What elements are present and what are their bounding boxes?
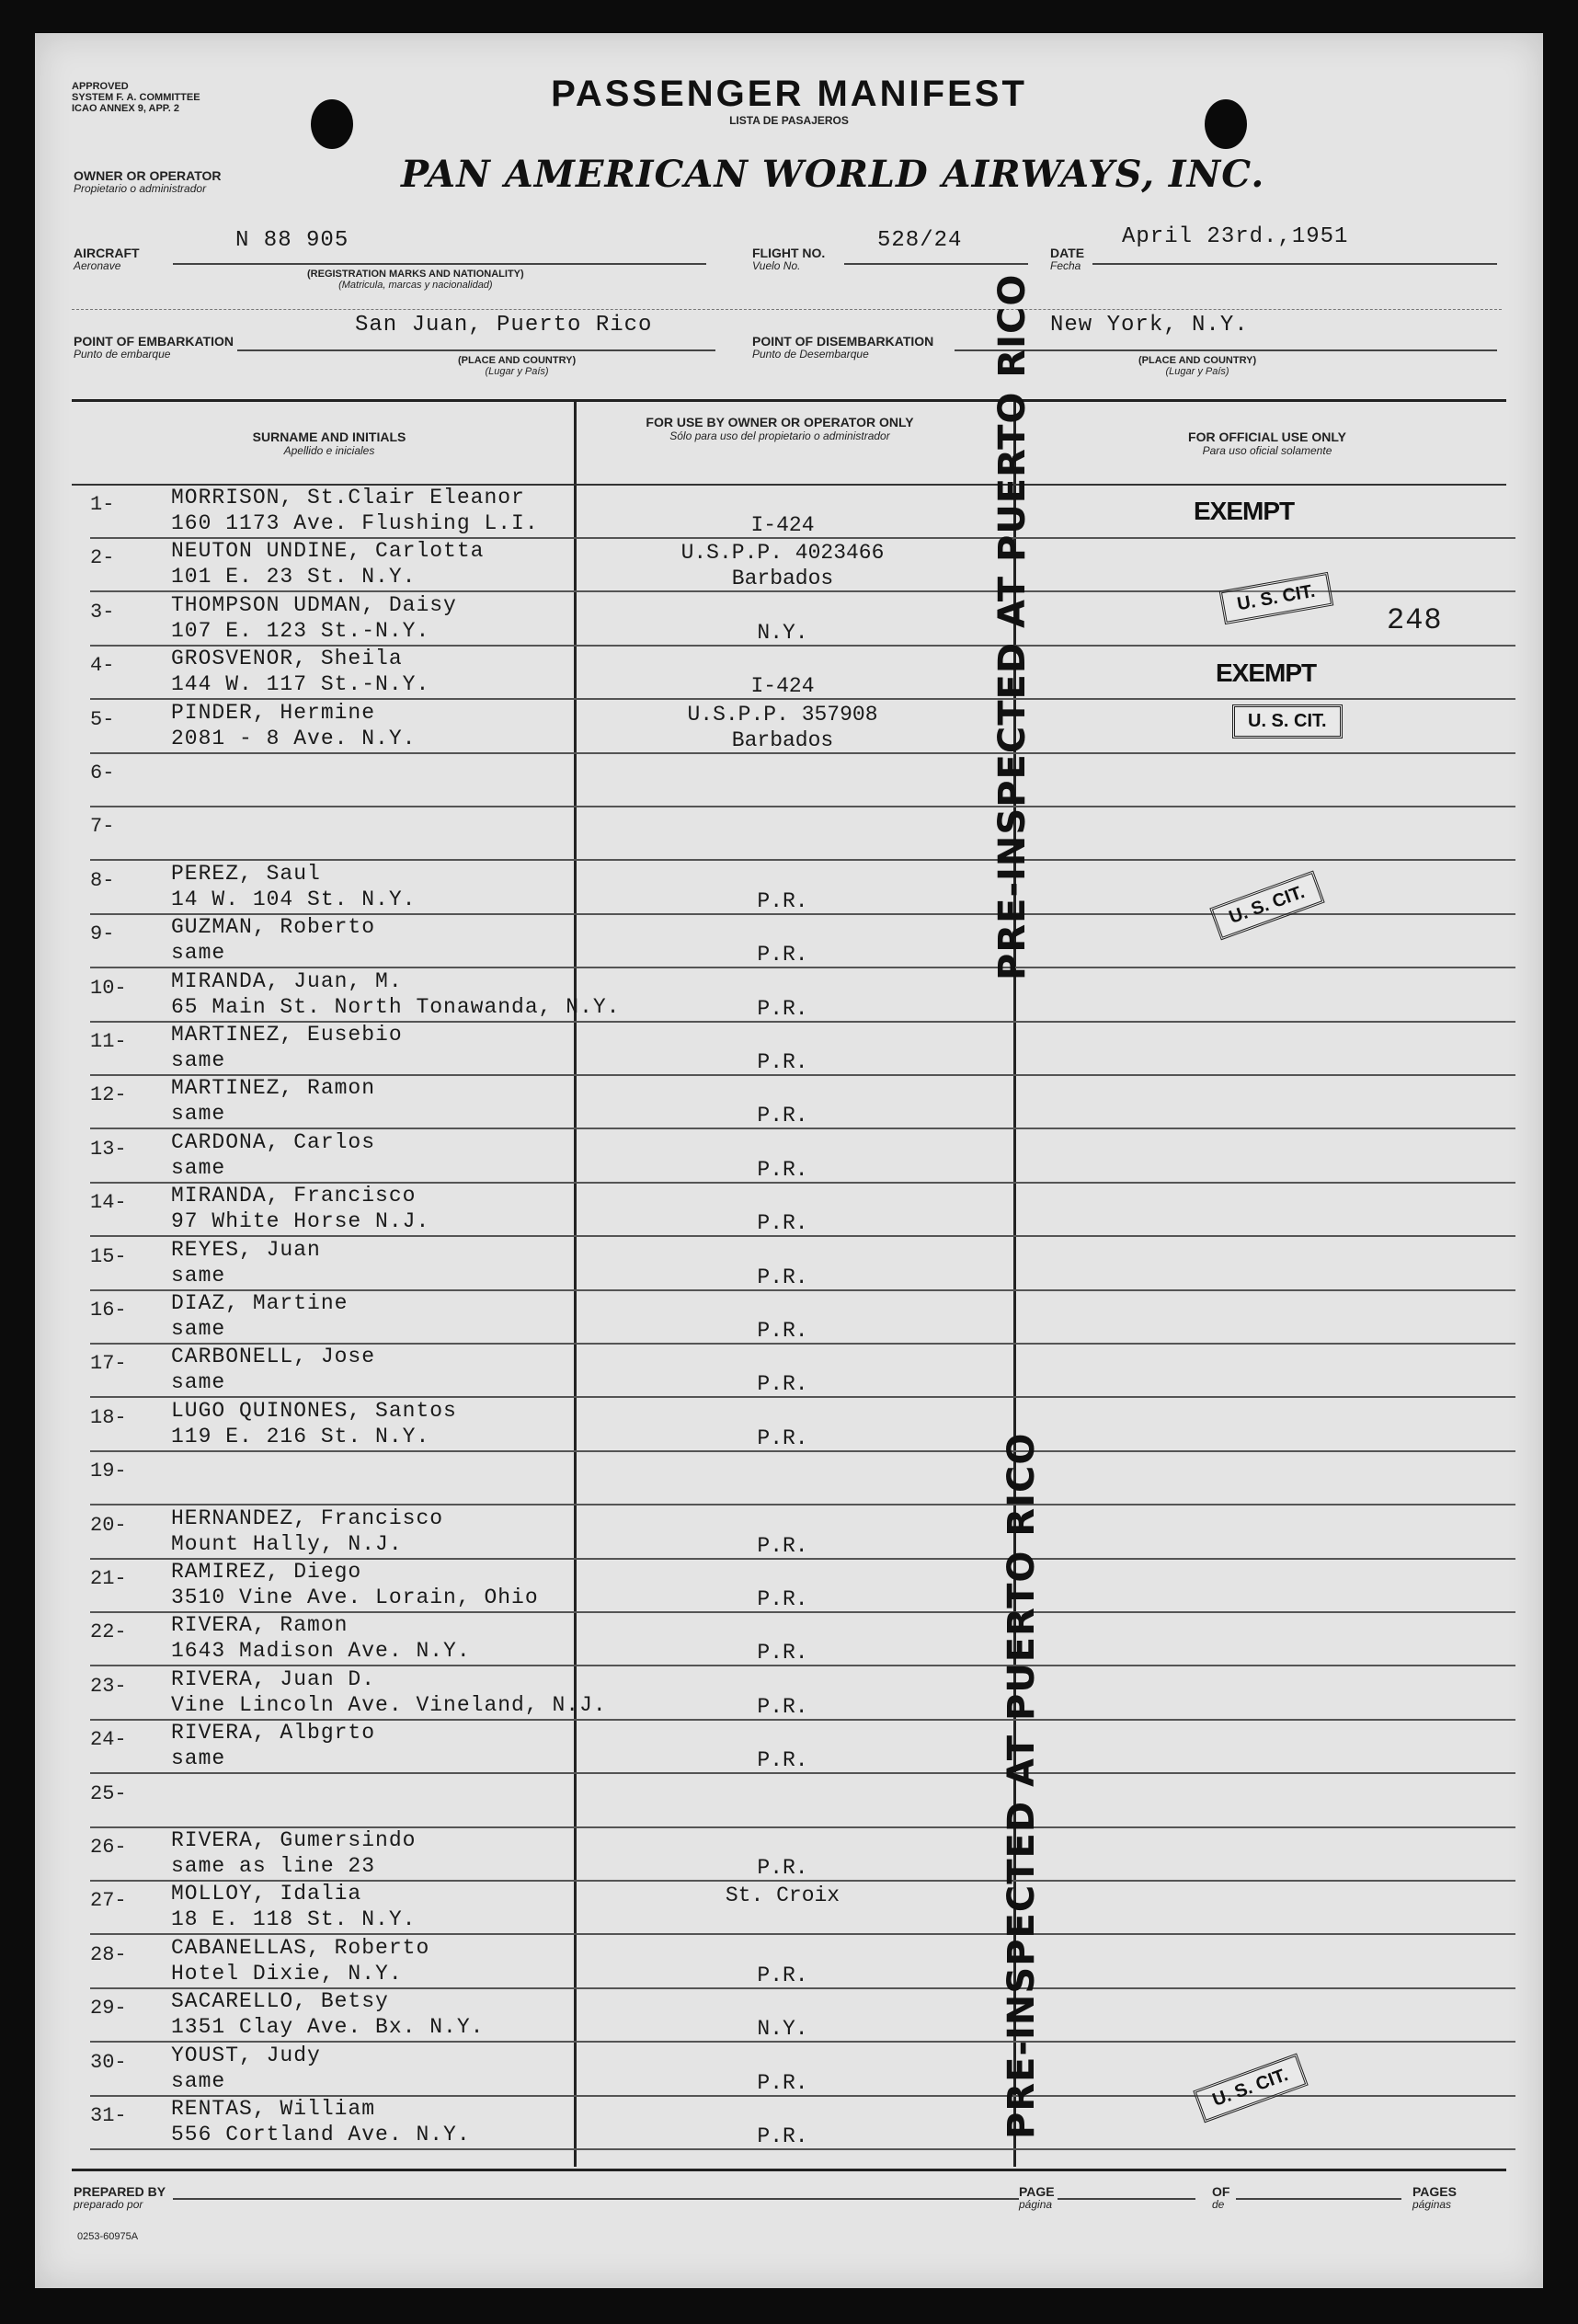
operator-note-2: P.R. (757, 2070, 808, 2095)
row-number: 3- (90, 600, 115, 624)
passenger-row (90, 2097, 1506, 2150)
passenger-row (90, 1775, 1506, 1828)
passenger-name: PINDER, Hermine (171, 700, 376, 725)
col-operator-header: FOR USE BY OWNER OR OPERATOR ONLY Sólo para uso del propietario o administrador (646, 415, 914, 442)
operator-note-2: P.R. (757, 1157, 808, 1182)
row-number: 6- (90, 761, 115, 784)
passenger-row (90, 1291, 1506, 1345)
passenger-address: 2081 - 8 Ave. N.Y. (171, 726, 417, 750)
passenger-address: same (171, 1102, 226, 1127)
exempt-stamp-1: EXEMPT (1194, 497, 1295, 525)
operator-note-2: P.R. (757, 996, 808, 1021)
flight-underline (844, 263, 1028, 265)
of-underline (1236, 2198, 1401, 2200)
row-number: 28- (90, 1942, 127, 1966)
us-cit-stamp-2: U. S. CIT. (1232, 704, 1343, 738)
row-rule (90, 2148, 1515, 2150)
operator-note-2: I-424 (750, 674, 815, 699)
preinspected-stamp-top: PRE-INSPECTED AT PUERTO RICO (991, 273, 1034, 980)
passenger-row (90, 969, 1506, 1023)
preinspected-stamp-bottom: PRE-INSPECTED AT PUERTO RICO (1001, 1432, 1043, 2139)
operator-note-2: P.R. (757, 1694, 808, 1719)
passenger-name: GUZMAN, Roberto (171, 915, 376, 940)
passenger-row (90, 1238, 1506, 1291)
us-cit-stamp-4: U. S. CIT. (1193, 2054, 1308, 2124)
operator-note-2: P.R. (757, 2124, 808, 2148)
row-number: 26- (90, 1836, 127, 1859)
row-number: 4- (90, 654, 115, 678)
passenger-name: NEUTON UNDINE, Carlotta (171, 539, 485, 564)
form-number: 0253-60975A (77, 2231, 139, 2242)
passenger-name: MIRANDA, Francisco (171, 1184, 417, 1208)
page-label: PAGE página (1019, 2184, 1055, 2211)
operator-note-1: U.S.P.P. 4023466 (680, 541, 885, 566)
row-number: 18- (90, 1405, 127, 1429)
passenger-address: same (171, 1048, 226, 1072)
aircraft-underline (173, 263, 706, 265)
form-subtitle: LISTA DE PASAJEROS (729, 114, 849, 127)
passenger-name: RIVERA, Albgrto (171, 1721, 376, 1746)
operator-note-2: N.Y. (757, 2017, 808, 2042)
aircraft-label: AIRCRAFT Aeronave (74, 246, 140, 272)
operator-note-2: Barbados (731, 727, 834, 752)
aircraft-value: N 88 905 (235, 228, 349, 253)
row-number: 10- (90, 976, 127, 1000)
row-number: 1- (90, 493, 115, 516)
table-top-rule (72, 399, 1506, 402)
passenger-row (90, 807, 1506, 861)
passenger-name: RENTAS, William (171, 2097, 376, 2121)
operator-note-2: P.R. (757, 1641, 808, 1666)
passenger-address: same (171, 1746, 226, 1771)
passenger-name: GROSVENOR, Sheila (171, 647, 403, 671)
page-number-stamp: 248 (1387, 603, 1443, 637)
row-number: 24- (90, 1728, 127, 1752)
prepared-by-label: PREPARED BY preparado por (74, 2184, 166, 2211)
passenger-row (90, 1667, 1506, 1721)
row-number: 22- (90, 1620, 127, 1644)
operator-note-2: P.R. (757, 1211, 808, 1236)
passenger-address: 1351 Clay Ave. Bx. N.Y. (171, 2015, 485, 2040)
passenger-address: 1643 Madison Ave. N.Y. (171, 1639, 471, 1664)
disembark-label: POINT OF DISEMBARKATION Punto de Desembarque (752, 334, 934, 361)
passenger-address: same (171, 1317, 226, 1341)
passenger-address: 97 White Horse N.J. (171, 1209, 430, 1234)
passenger-row (90, 1828, 1506, 1882)
row-number: 8- (90, 868, 115, 892)
date-label: DATE Fecha (1050, 246, 1085, 272)
passenger-name: SACARELLO, Betsy (171, 1989, 389, 2014)
passenger-address: 556 Cortland Ave. N.Y. (171, 2123, 471, 2147)
flight-label: FLIGHT NO. Vuelo No. (752, 246, 826, 272)
passenger-name: CARBONELL, Jose (171, 1345, 376, 1369)
passenger-name: MARTINEZ, Ramon (171, 1076, 376, 1101)
operator-note-2: P.R. (757, 943, 808, 967)
airline-name: PAN AMERICAN WORLD AIRWAYS, INC. (401, 153, 1265, 196)
operator-note-2: P.R. (757, 888, 808, 913)
operator-note-2: P.R. (757, 1963, 808, 1987)
row-number: 30- (90, 2050, 127, 2074)
row-number: 29- (90, 1997, 127, 2021)
passenger-name: YOUST, Judy (171, 2043, 321, 2067)
table-bottom-rule (72, 2169, 1506, 2171)
row-number: 13- (90, 1137, 127, 1161)
passenger-name: MARTINEZ, Eusebio (171, 1023, 403, 1047)
passenger-address: 3510 Vine Ave. Lorain, Ohio (171, 1586, 539, 1609)
passenger-address: same (171, 1155, 226, 1180)
operator-note-2: N.Y. (757, 620, 808, 645)
passenger-row (90, 1936, 1506, 1989)
us-cit-stamp-1: U. S. CIT. (1219, 572, 1333, 624)
owner-label: OWNER OR OPERATOR Propietario o administrador (74, 168, 222, 195)
passenger-address: 65 Main St. North Tonawanda, N.Y. (171, 994, 621, 1019)
passenger-name: DIAZ, Martine (171, 1291, 349, 1315)
flight-value: 528/24 (877, 228, 963, 253)
prepared-underline (173, 2198, 1019, 2200)
passenger-address: Hotel Dixie, N.Y. (171, 1961, 403, 1986)
passenger-row (90, 754, 1506, 807)
operator-note-2: P.R. (757, 1748, 808, 1773)
row-number: 23- (90, 1674, 127, 1698)
passenger-row (90, 1399, 1506, 1452)
passenger-name: LUGO QUINONES, Santos (171, 1398, 457, 1423)
operator-note-2: P.R. (757, 1104, 808, 1128)
passenger-name: RIVERA, Juan D. (171, 1666, 376, 1691)
form-title: PASSENGER MANIFEST (551, 74, 1027, 114)
passenger-address: same as line 23 (171, 1854, 376, 1878)
disembark-underline (955, 349, 1497, 351)
passenger-address: same (171, 1370, 226, 1395)
passenger-row (90, 1130, 1506, 1184)
us-cit-stamp-3: U. S. CIT. (1209, 871, 1324, 941)
passenger-address: 119 E. 216 St. N.Y. (171, 1424, 430, 1448)
row-number: 19- (90, 1460, 127, 1483)
registration-note: (REGISTRATION MARKS AND NATIONALITY) (Matricula, marcas y nacionalidad) (307, 269, 524, 291)
header-rule-1 (72, 309, 1502, 310)
operator-note-2: P.R. (757, 1587, 808, 1611)
row-number: 16- (90, 1299, 127, 1322)
row-number: 7- (90, 815, 115, 839)
exempt-stamp-2: EXEMPT (1216, 658, 1317, 687)
passenger-name: RIVERA, Ramon (171, 1613, 349, 1638)
operator-note-2: P.R. (757, 1265, 808, 1289)
operator-note-1: U.S.P.P. 357908 (687, 702, 878, 727)
passenger-row (90, 1023, 1506, 1076)
passenger-address: same (171, 941, 226, 966)
row-number: 14- (90, 1191, 127, 1215)
embark-label: POINT OF EMBARKATION Punto de embarque (74, 334, 234, 361)
passenger-row (90, 1345, 1506, 1398)
row-number: 2- (90, 546, 115, 570)
operator-note-1: St. Croix (725, 1883, 840, 1908)
passenger-name: RIVERA, Gumersindo (171, 1828, 417, 1852)
operator-note-2: Barbados (731, 567, 834, 591)
passenger-name: PEREZ, Saul (171, 861, 321, 886)
passenger-row (90, 1560, 1506, 1613)
operator-note-2: P.R. (757, 1533, 808, 1558)
passenger-name: REYES, Juan (171, 1237, 321, 1262)
approval-note: APPROVED SYSTEM F. A. COMMITTEE ICAO ANNEX 9, APP. 2 (72, 81, 200, 114)
passenger-address: Mount Hally, N.J. (171, 1531, 403, 1556)
passenger-row (90, 1989, 1506, 2043)
passenger-row (90, 1882, 1506, 1935)
passenger-row (90, 1613, 1506, 1666)
passenger-address: 14 W. 104 St. N.Y. (171, 887, 417, 911)
row-number: 5- (90, 707, 115, 731)
passenger-row (90, 1184, 1506, 1237)
embark-value: San Juan, Puerto Rico (355, 313, 653, 338)
row-number: 27- (90, 1889, 127, 1913)
row-number: 21- (90, 1567, 127, 1590)
date-underline (1092, 263, 1497, 265)
embark-place-note: (PLACE AND COUNTRY) (Lugar y País) (458, 355, 577, 377)
row-number: 15- (90, 1244, 127, 1268)
col-surname-header: SURNAME AND INITIALS Apellido e iniciales (252, 429, 406, 457)
disembark-value: New York, N.Y. (1050, 313, 1249, 338)
col-official-header: FOR OFFICIAL USE ONLY Para uso oficial solamente (1188, 429, 1346, 457)
operator-note-2: P.R. (757, 1372, 808, 1397)
passenger-name: CABANELLAS, Roberto (171, 1935, 430, 1960)
row-number: 9- (90, 922, 115, 946)
passenger-name: THOMPSON UDMAN, Daisy (171, 592, 457, 617)
of-label: OF de (1212, 2184, 1230, 2211)
row-number: 31- (90, 2104, 127, 2127)
embark-underline (237, 349, 715, 351)
passenger-name: MIRANDA, Juan, M. (171, 968, 403, 993)
row-number: 20- (90, 1513, 127, 1537)
row-number: 12- (90, 1083, 127, 1107)
passenger-row (90, 1721, 1506, 1774)
passenger-address: same (171, 2068, 226, 2093)
operator-note-2: P.R. (757, 1050, 808, 1074)
page-underline (1058, 2198, 1195, 2200)
passenger-row (90, 1506, 1506, 1560)
row-number: 17- (90, 1352, 127, 1376)
manifest-page (35, 33, 1543, 2288)
operator-note-2: P.R. (757, 1425, 808, 1450)
passenger-address: 18 E. 118 St. N.Y. (171, 1907, 417, 1932)
passenger-name: CARDONA, Carlos (171, 1129, 376, 1154)
passenger-row (90, 915, 1506, 968)
passenger-address: 160 1173 Ave. Flushing L.I. (171, 511, 539, 535)
passenger-address: Vine Lincoln Ave. Vineland, N.J. (171, 1692, 607, 1717)
passenger-row (90, 1452, 1506, 1505)
date-value: April 23rd.,1951 (1122, 224, 1349, 249)
operator-note-2: P.R. (757, 1856, 808, 1880)
disembark-place-note: (PLACE AND COUNTRY) (Lugar y País) (1138, 355, 1257, 377)
passenger-address: 107 E. 123 St.-N.Y. (171, 618, 430, 643)
passenger-name: MORRISON, St.Clair Eleanor (171, 486, 525, 509)
passenger-name: RAMIREZ, Diego (171, 1560, 362, 1584)
operator-note-2: I-424 (750, 513, 815, 537)
passenger-row (90, 1076, 1506, 1129)
passenger-address: 144 W. 117 St.-N.Y. (171, 672, 430, 697)
passenger-name: HERNANDEZ, Francisco (171, 1505, 444, 1530)
pages-label: PAGES páginas (1412, 2184, 1457, 2211)
operator-note-2: P.R. (757, 1319, 808, 1343)
passenger-name: MOLLOY, Idalia (171, 1882, 362, 1906)
row-number: 11- (90, 1030, 127, 1053)
passenger-address: same (171, 1263, 226, 1288)
passenger-address: 101 E. 23 St. N.Y. (171, 565, 417, 590)
row-number: 25- (90, 1781, 127, 1805)
